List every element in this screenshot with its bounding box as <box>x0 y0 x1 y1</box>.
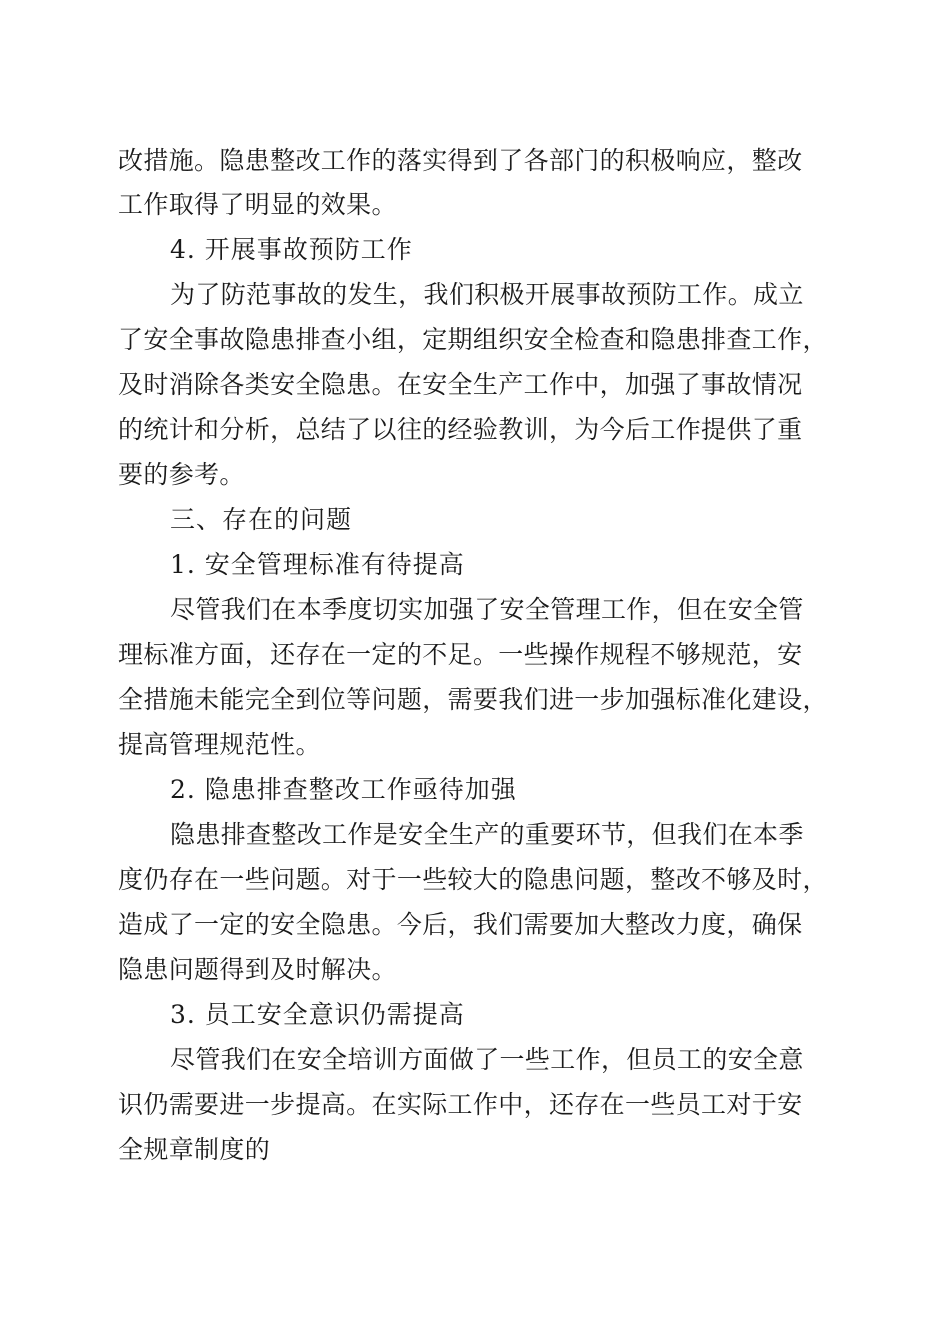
paragraph-line: 要的参考。 <box>118 460 245 489</box>
paragraph-line: 及时消除各类安全隐患。在安全生产工作中，加强了事故情况 <box>118 370 803 399</box>
paragraph-line: 度仍存在一些问题。对于一些较大的隐患问题，整改不够及时， <box>118 865 828 894</box>
paragraph-line: 隐患排查整改工作是安全生产的重要环节，但我们在本季 <box>170 820 804 849</box>
paragraph-line: 工作取得了明显的效果。 <box>118 190 397 219</box>
paragraph-line: 提高管理规范性。 <box>118 730 321 759</box>
paragraph-line: 造成了一定的安全隐患。今后，我们需要加大整改力度，确保 <box>118 910 803 939</box>
paragraph-line: 理标准方面，还存在一定的不足。一些操作规程不够规范，安 <box>118 640 803 669</box>
paragraph-line: 尽管我们在本季度切实加强了安全管理工作，但在安全管 <box>170 595 804 624</box>
paragraph-line: 尽管我们在安全培训方面做了一些工作，但员工的安全意 <box>170 1045 804 1074</box>
subheading-accident-prevention: 4. 开展事故预防工作 <box>170 235 413 264</box>
subheading-hazard-rectification: 2. 隐患排查整改工作亟待加强 <box>170 775 517 804</box>
section-heading-problems: 三、存在的问题 <box>170 505 353 534</box>
paragraph-line: 改措施。隐患整改工作的落实得到了各部门的积极响应，整改 <box>118 146 803 175</box>
paragraph-line: 全规章制度的 <box>118 1135 271 1164</box>
paragraph-line: 全措施未能完全到位等问题，需要我们进一步加强标准化建设， <box>118 685 828 714</box>
paragraph-line: 的统计和分析，总结了以往的经验教训，为今后工作提供了重 <box>118 415 803 444</box>
subheading-management-standards: 1. 安全管理标准有待提高 <box>170 550 465 579</box>
paragraph-line: 了安全事故隐患排查小组，定期组织安全检查和隐患排查工作， <box>118 325 828 354</box>
subheading-safety-awareness: 3. 员工安全意识仍需提高 <box>170 1000 465 1029</box>
paragraph-line: 识仍需要进一步提高。在实际工作中，还存在一些员工对于安 <box>118 1090 803 1119</box>
paragraph-line: 隐患问题得到及时解决。 <box>118 955 397 984</box>
paragraph-line: 为了防范事故的发生，我们积极开展事故预防工作。成立 <box>170 280 804 309</box>
